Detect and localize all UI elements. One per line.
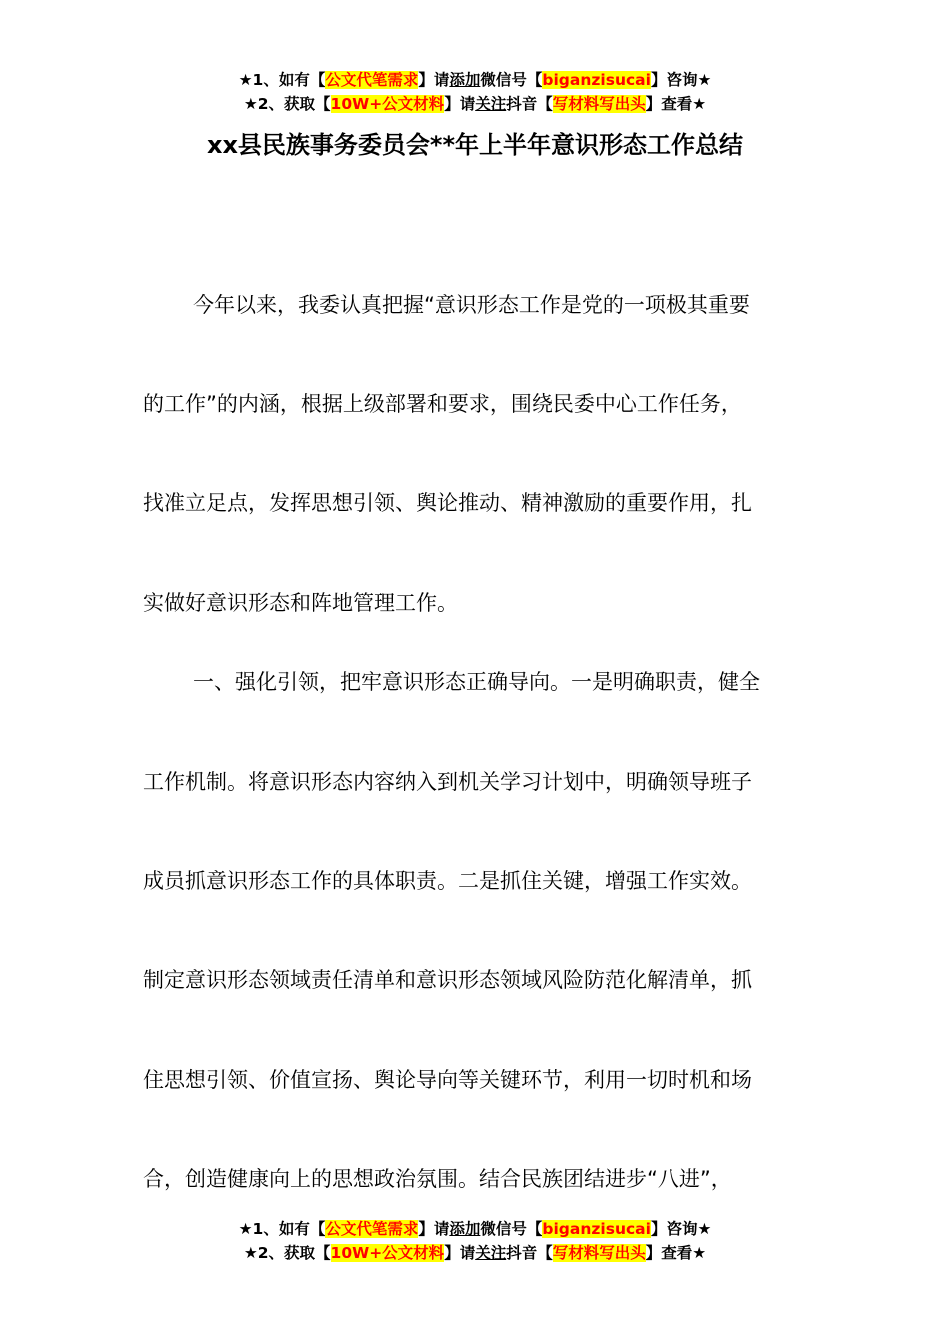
footer-line-1-prefix: ★1、如有【 — [238, 1220, 326, 1238]
footer-line-2-mid2: 抖音【 — [506, 1244, 553, 1262]
footer-underline-follow: 关注 — [475, 1244, 507, 1262]
footer-highlight-service: 公文代笔需求 — [325, 1220, 419, 1238]
footer-banner — [0, 1217, 950, 1265]
paragraph-line: 的工作”的内涵，根据上级部署和要求，围绕民委中心工作任务， — [143, 392, 742, 416]
footer-underline-add: 添加 — [449, 1220, 481, 1238]
footer-line-2 — [0, 1241, 950, 1265]
banner-line-1-mid2: 微信号【 — [480, 71, 543, 89]
footer-line-1-suffix: 】咨询★ — [650, 1220, 712, 1238]
banner-underline-follow: 关注 — [475, 95, 507, 113]
paragraph-line: 工作机制。将意识形态内容纳入到机关学习计划中，明确领导班子 — [143, 770, 752, 794]
banner-line-1-mid: 】请 — [418, 71, 450, 89]
banner-line-1-prefix: ★1、如有【 — [238, 71, 326, 89]
footer-line-2-mid: 】请 — [444, 1244, 476, 1262]
banner-highlight-douyin: 写材料写出头 — [552, 95, 646, 113]
banner-line-1 — [0, 68, 950, 92]
paragraph-line: 成员抓意识形态工作的具体职责。二是抓住关键，增强工作实效。 — [143, 869, 752, 893]
banner-underline-add: 添加 — [449, 71, 481, 89]
footer-line-1 — [0, 1217, 950, 1241]
header-banner — [0, 68, 950, 116]
paragraph-line: 今年以来，我委认真把握“意识形态工作是党的一项极其重要 — [193, 293, 750, 317]
footer-highlight-wechat-id: biganzisucai — [542, 1220, 651, 1238]
banner-line-2-mid2: 抖音【 — [506, 95, 553, 113]
footer-line-2-prefix: ★2、获取【 — [243, 1244, 331, 1262]
banner-line-1-suffix: 】咨询★ — [650, 71, 712, 89]
footer-line-1-mid2: 微信号【 — [480, 1220, 543, 1238]
paragraph-line: 住思想引领、价值宣扬、舆论导向等关键环节，利用一切时机和场 — [143, 1068, 752, 1092]
banner-line-2-mid: 】请 — [444, 95, 476, 113]
footer-line-2-suffix: 】查看★ — [645, 1244, 707, 1262]
banner-highlight-service: 公文代笔需求 — [325, 71, 419, 89]
paragraph-line: 合，创造健康向上的思想政治氛围。结合民族团结进步“八进”， — [143, 1167, 732, 1191]
paragraph-line: 实做好意识形态和阵地管理工作。 — [143, 591, 458, 615]
footer-highlight-materials: 10W+公文材料 — [330, 1244, 445, 1262]
banner-line-2-suffix: 】查看★ — [645, 95, 707, 113]
paragraph-line: 一、强化引领，把牢意识形态正确导向。一是明确职责，健全 — [193, 670, 760, 694]
banner-line-2-prefix: ★2、获取【 — [243, 95, 331, 113]
banner-line-2 — [0, 92, 950, 116]
document-title: xx县民族事务委员会**年上半年意识形态工作总结 — [206, 131, 744, 159]
banner-highlight-materials: 10W+公文材料 — [330, 95, 445, 113]
paragraph-line: 找准立足点，发挥思想引领、舆论推动、精神激励的重要作用，扎 — [143, 491, 752, 515]
paragraph-line: 制定意识形态领域责任清单和意识形态领域风险防范化解清单，抓 — [143, 968, 752, 992]
footer-highlight-douyin: 写材料写出头 — [552, 1244, 646, 1262]
banner-highlight-wechat-id: biganzisucai — [542, 71, 651, 89]
footer-line-1-mid: 】请 — [418, 1220, 450, 1238]
